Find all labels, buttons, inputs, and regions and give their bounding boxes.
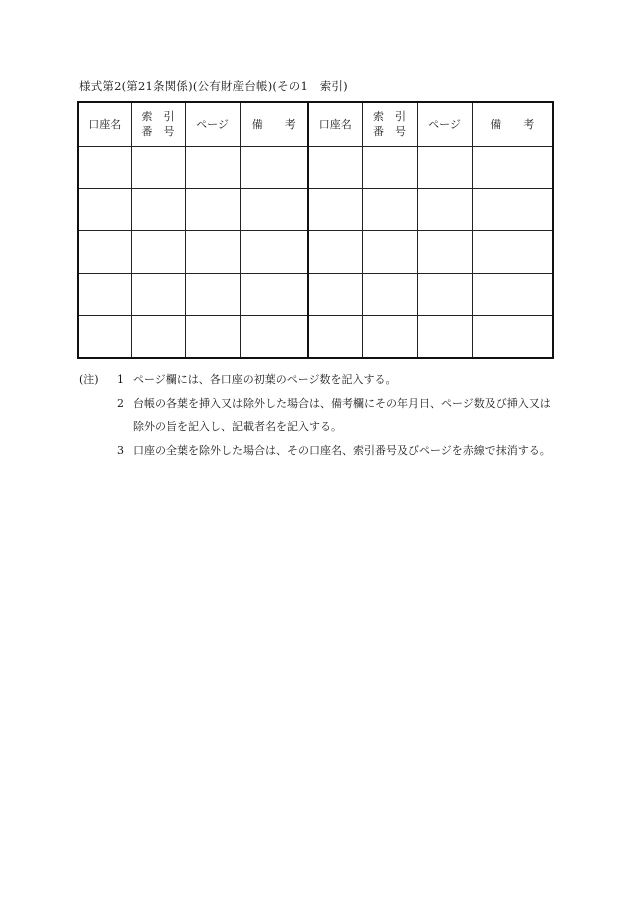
ledger-body <box>78 146 553 358</box>
table-cell <box>78 273 131 315</box>
note-number: 3 <box>117 443 124 457</box>
header-account-name: 口座名 <box>78 102 131 146</box>
table-cell <box>417 273 472 315</box>
note-number: 2 <box>117 396 124 410</box>
header-account-name-2: 口座名 <box>308 102 362 146</box>
table-cell <box>308 273 362 315</box>
table-cell <box>362 231 417 273</box>
notes-section <box>79 368 559 462</box>
table-cell <box>131 188 185 230</box>
table-cell <box>362 316 417 358</box>
table-cell <box>308 188 362 230</box>
table-cell <box>131 316 185 358</box>
table-cell <box>78 316 131 358</box>
table-cell <box>417 316 472 358</box>
form-title: 様式第2(第21条関係)(公有財産台帳)(その1 索引) <box>79 79 348 93</box>
table-cell <box>240 231 308 273</box>
header-row <box>78 102 553 146</box>
note-text: ページ欄には、各口座の初葉のページ数を記入する。 <box>133 373 397 386</box>
table-cell <box>78 231 131 273</box>
table-cell <box>472 146 553 188</box>
table-cell <box>362 146 417 188</box>
table-cell <box>417 231 472 273</box>
table-cell <box>362 273 417 315</box>
table-cell <box>240 273 308 315</box>
table-cell <box>417 188 472 230</box>
notes-label: (注) <box>79 373 99 386</box>
note-item-2 <box>79 392 559 439</box>
table-cell <box>185 273 240 315</box>
header-index-number: 索 引 番 号 <box>131 102 185 146</box>
table-cell <box>240 316 308 358</box>
table-cell <box>472 316 553 358</box>
header-page: ページ <box>185 102 240 146</box>
table-cell <box>131 231 185 273</box>
table-cell <box>185 316 240 358</box>
note-item-3 <box>79 439 559 463</box>
header-page-2: ページ <box>417 102 472 146</box>
table-cell <box>185 146 240 188</box>
table-cell <box>131 273 185 315</box>
note-text: 口座の全葉を除外した場合は、その口座名、索引番号及びページを赤線で抹消する。 <box>133 443 551 457</box>
header-remarks-2: 備 考 <box>472 102 553 146</box>
table-cell <box>240 188 308 230</box>
note-text: 台帳の各葉を挿入又は除外した場合は、備考欄にその年月日、ページ数及び挿入又は除外の旨を記入し、記載者名を記入する。 <box>133 396 551 433</box>
table-cell <box>308 231 362 273</box>
table-cell <box>240 146 308 188</box>
table-cell <box>131 146 185 188</box>
table-cell <box>472 273 553 315</box>
table-row <box>78 231 553 273</box>
table-row <box>78 316 553 358</box>
header-index-number-2: 索 引 番 号 <box>362 102 417 146</box>
table-cell <box>185 231 240 273</box>
note-number: 1 <box>117 373 124 386</box>
table-cell <box>78 188 131 230</box>
note-item-1 <box>79 368 559 392</box>
table-row <box>78 188 553 230</box>
header-remarks: 備 考 <box>240 102 308 146</box>
table-cell <box>308 146 362 188</box>
table-row <box>78 273 553 315</box>
table-cell <box>417 146 472 188</box>
table-cell <box>308 316 362 358</box>
table-cell <box>362 188 417 230</box>
table-row <box>78 146 553 188</box>
table-cell <box>185 188 240 230</box>
table-cell <box>472 231 553 273</box>
table-cell <box>78 146 131 188</box>
index-ledger-table <box>77 101 554 359</box>
table-cell <box>472 188 553 230</box>
